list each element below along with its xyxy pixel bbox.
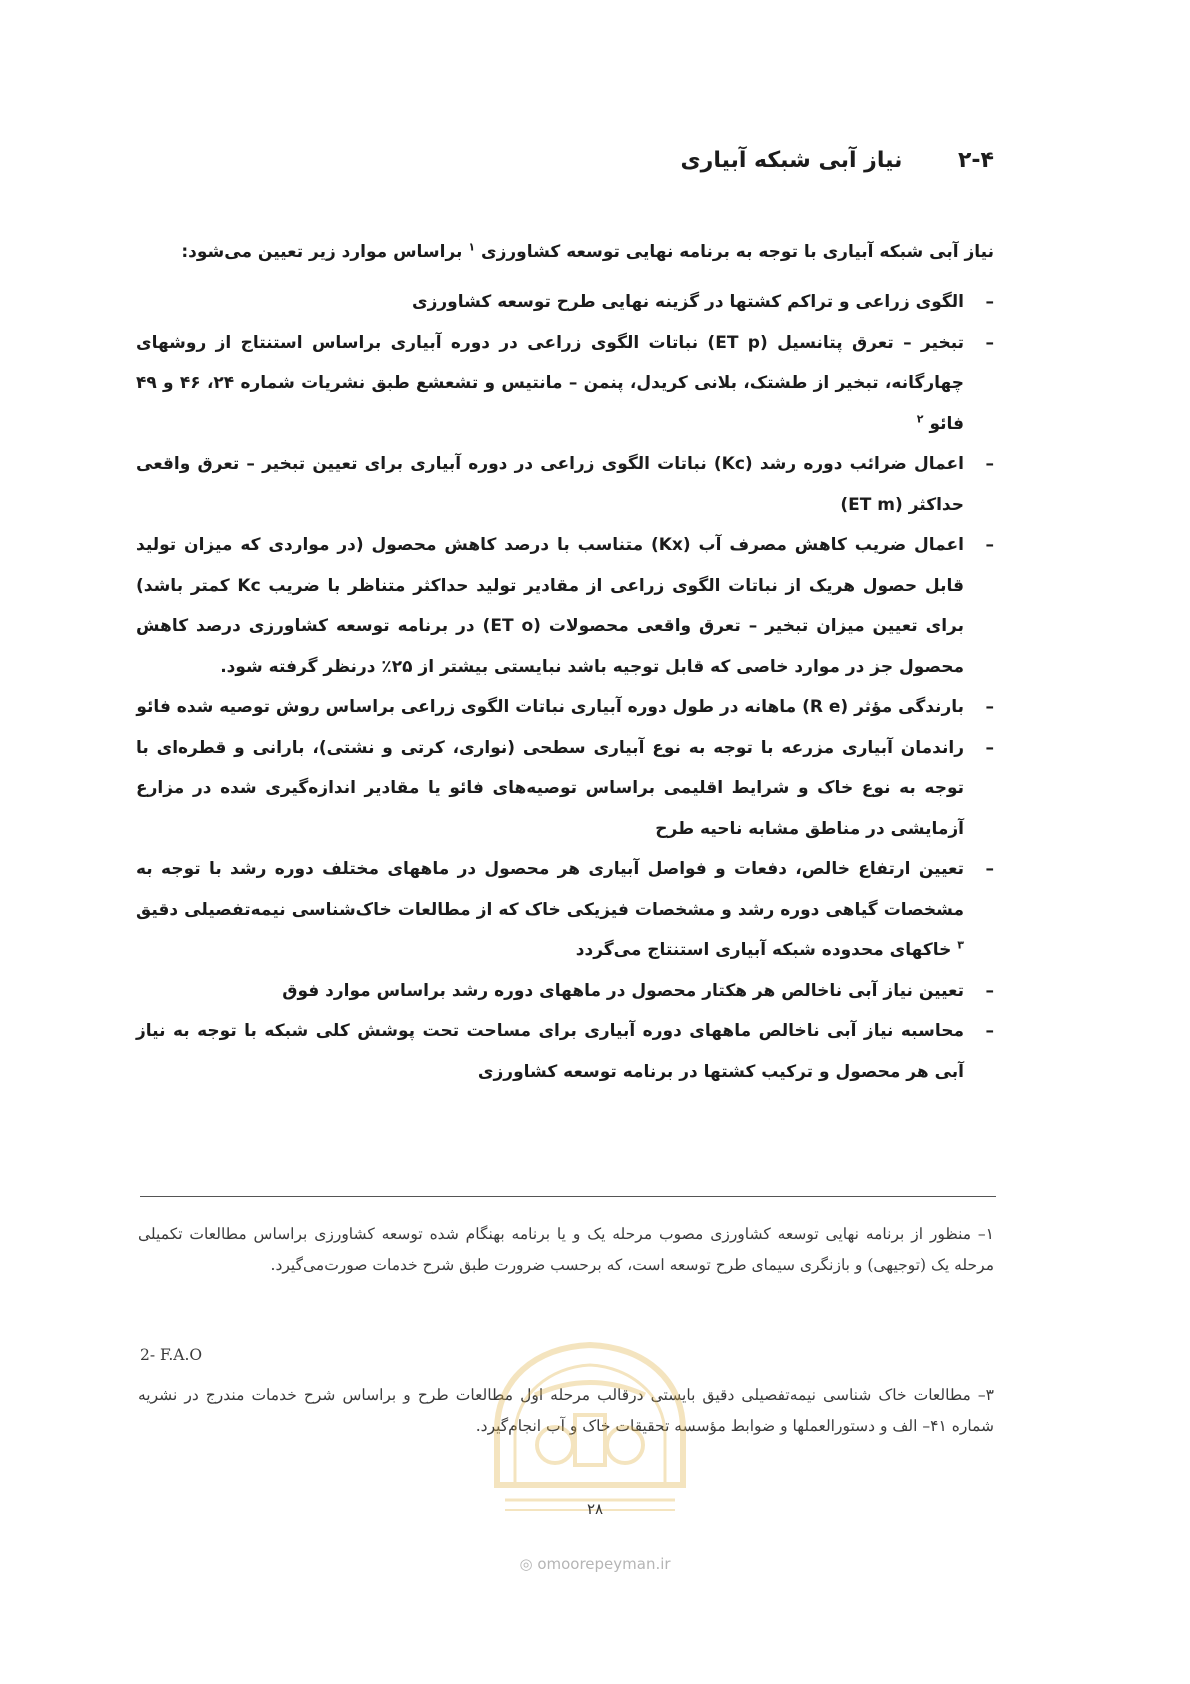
list-item-text: الگوی زراعی و تراکم کشتها در گزینه نهایی طرح توسعه کشاورزی bbox=[411, 292, 964, 312]
bullet-marker: – bbox=[985, 697, 994, 717]
footnote-ref-3: ۳ bbox=[957, 938, 964, 952]
watermark-icon: ◎ bbox=[519, 1555, 533, 1573]
footnote-2: 2- F.A.O bbox=[140, 1346, 203, 1364]
list-item-text: اعمال ضریب کاهش مصرف آب (Kx) متناسب با درصد کاهش محصول (در مواردی که میزان تولید قابل حصول هریک از نباتات الگوی زراعی از مقادیر تولید حداکثر متناظر با ضریب Kc کمتر باشد) برای تعیین میزان تبخیر – تعرق واقعی محصولات (ET o) در برنامه توسعه کشاورزی درصد کاهش محصول جز در موارد خاصی که قابل توجیه باشد نبایستی بیشتر از ۲۵٪ درنظر گرفته شود. bbox=[136, 535, 965, 677]
section-title: نیاز آبی شبکه آبیاری bbox=[680, 148, 903, 173]
list-item bbox=[136, 687, 994, 728]
footnote-3: ۳– مطالعات خاک شناسی نیمه‌تفصیلی دقیق بایستی درقالب مرحله اول مطالعات طرح و براساس شرح خدمات مندرج در نشریه شماره ۴۱– الف و دستورالعملها و ضوابط مؤسسه تحقیقات خاک و آب انجام‌گیرد. bbox=[138, 1386, 994, 1435]
list-item-text: اعمال ضرائب دوره رشد (Kc) نباتات الگوی زراعی در دوره آبیاری برای تعیین تبخیر – تعرق واقعی حداکثر (ET m) bbox=[136, 454, 964, 515]
section-number: ۲-۴ bbox=[958, 148, 994, 173]
bullet-marker: – bbox=[985, 859, 994, 879]
bullet-marker: – bbox=[985, 1021, 994, 1041]
list-item bbox=[136, 323, 994, 445]
bullet-marker: – bbox=[985, 332, 994, 353]
intro-text: نیاز آبی شبکه آبیاری با توجه به برنامه نهایی توسعه کشاورزی bbox=[481, 242, 994, 262]
list-item-text: راندمان آبیاری مزرعه با توجه به نوع آبیاری سطحی (نواری، کرتی و نشتی)، بارانی و قطره‌ای با توجه به نوع خاک و شرایط اقلیمی براساس توصیه‌های فائو یا مقادیر اندازه‌گیری شده در مزارع آزمایشی در مناطق مشابه ناحیه طرح bbox=[136, 737, 964, 839]
list-item bbox=[136, 971, 994, 1012]
list-item-text: تعیین نیاز آبی ناخالص هر هکتار محصول در ماههای دوره رشد براساس موارد فوق bbox=[282, 980, 964, 1001]
list-item bbox=[136, 1011, 994, 1092]
list-item-text: محاسبه نیاز آبی ناخالص ماههای دوره آبیاری برای مساحت تحت پوشش کلی شبکه با توجه به نیاز آبی هر محصول و ترکیب کشتها در برنامه توسعه کشاورزی bbox=[136, 1021, 964, 1082]
list-item bbox=[136, 444, 994, 525]
watermark-text bbox=[0, 1555, 1190, 1573]
intro-text-after: براساس موارد زیر تعیین می‌شود: bbox=[181, 242, 469, 262]
list-item bbox=[136, 525, 994, 687]
list-item bbox=[136, 282, 994, 323]
footnote-ref-2: ۲ bbox=[916, 411, 924, 425]
list-item-text: بارندگی مؤثر (R e) ماهانه در طول دوره آبیاری نباتات الگوی زراعی براساس روش توصیه شده فائو bbox=[136, 697, 964, 717]
bullet-marker: – bbox=[985, 737, 994, 758]
bullet-marker: – bbox=[985, 292, 994, 312]
footnote-separator bbox=[140, 1196, 996, 1197]
watermark-label: omoorepeyman.ir bbox=[537, 1555, 671, 1573]
list-item-text-after: خاکهای محدوده شبکه آبیاری استنتاج می‌گردد bbox=[575, 940, 958, 960]
list-item bbox=[136, 849, 994, 971]
list-item bbox=[136, 728, 994, 850]
bullet-marker: – bbox=[985, 980, 994, 1001]
footnote-1: ۱– منظور از برنامه نهایی توسعه کشاورزی مصوب مرحله یک و یا برنامه بهنگام شده توسعه کشاورزی براساس مطالعات تکمیلی مرحله یک (توجیهی) و بازنگری سیمای طرح توسعه است، که برحسب ضرورت طبق شرح خدمات صورت‌می‌گیرد. bbox=[138, 1225, 994, 1274]
footnote-ref-1: ۱ bbox=[468, 240, 476, 254]
intro-paragraph bbox=[164, 242, 994, 262]
list-item-text: تعیین ارتفاع خالص، دفعات و فواصل آبیاری هر محصول در ماههای مختلف دوره رشد با توجه به مشخصات گیاهی دوره رشد و مشخصات فیزیکی خاک که از مطالعات خاک‌شناسی نیمه‌تفصیلی دقیق bbox=[136, 859, 964, 920]
bullet-marker: – bbox=[985, 454, 994, 474]
page-number: ۲۸ bbox=[586, 1500, 604, 1518]
list-item-text: تبخیر – تعرق پتانسیل (ET p) نباتات الگوی زراعی در دوره آبیاری براساس استنتاج از روشهای چهارگانه، تبخیر از طشتک، بلانی کریدل، پنمن – مانتیس و تشعشع طبق نشریات شماره ۲۴، ۴۶ و ۴۹ فائو bbox=[136, 332, 965, 434]
watermark-logo bbox=[475, 1335, 705, 1525]
requirements-list bbox=[136, 282, 994, 1092]
section-heading bbox=[681, 148, 995, 173]
bullet-marker: – bbox=[985, 535, 994, 555]
